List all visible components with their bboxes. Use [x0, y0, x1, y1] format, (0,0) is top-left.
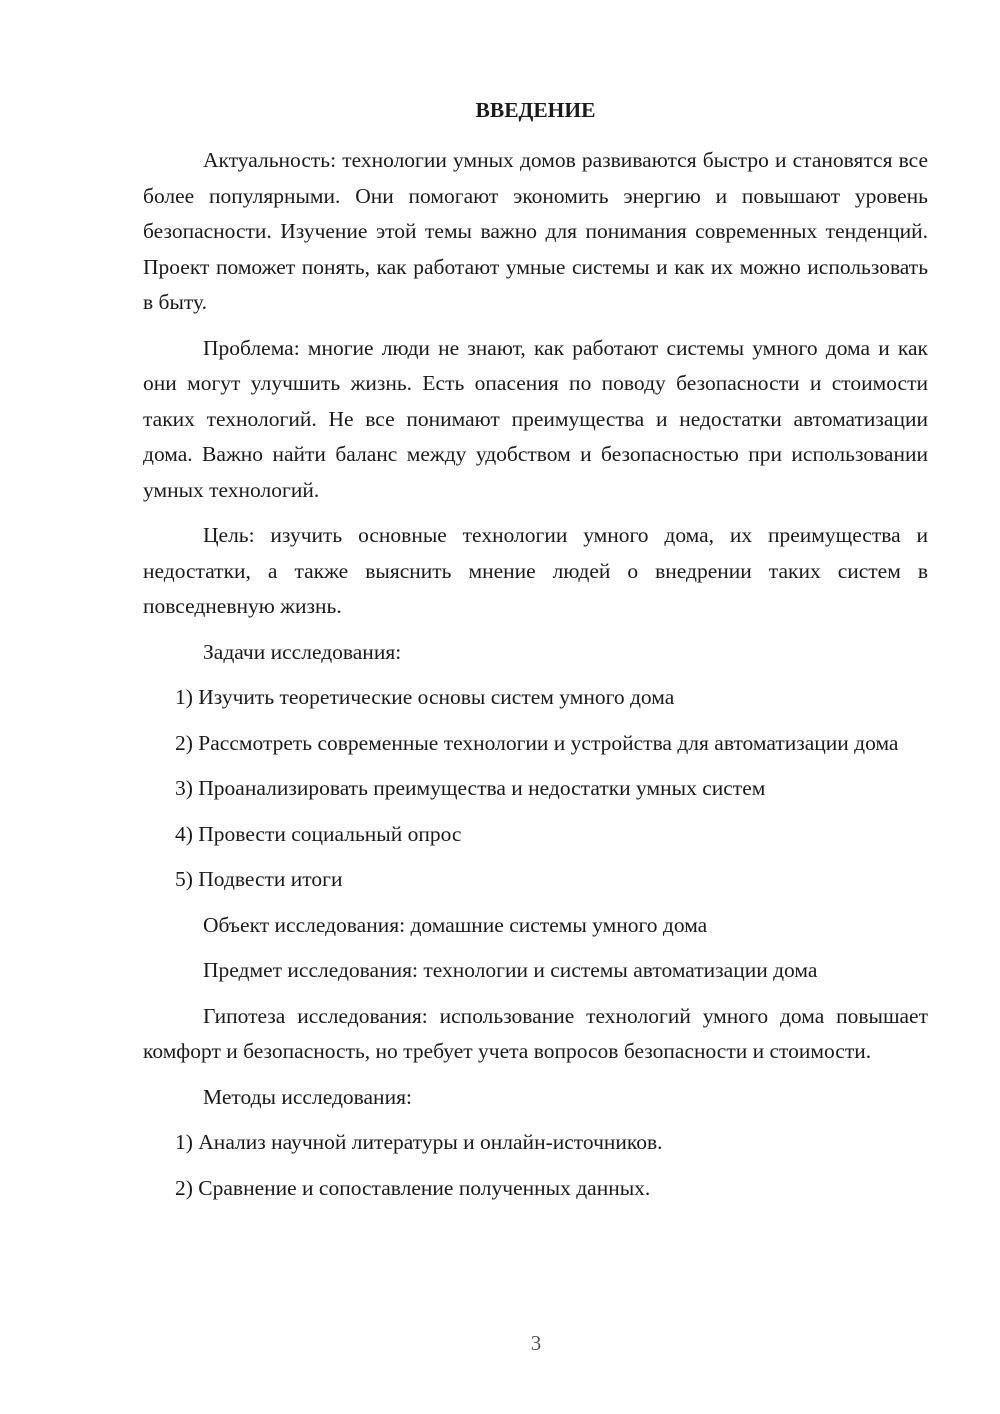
hypothesis-paragraph: Гипотеза исследования: использование технологий умного дома повышает комфорт и безопасность, но требует учета вопросов безопасности и стоимости. — [143, 1003, 928, 1063]
task-item: 3) Проанализировать преимущества и недостатки умных систем — [175, 776, 766, 800]
relevance-paragraph: Актуальность: технологии умных домов развиваются быстро и становятся все более популярными. Они помогают экономить энергию и повышают уровень безопасности. Изучение этой темы важно для понимания современных тенденций. Проект поможет понять, как работают умные системы и как их можно использовать в быту. — [143, 148, 928, 314]
task-item: 2) Рассмотреть современные технологии и устройства для автоматизации дома — [175, 730, 899, 755]
section-title: ВВЕДЕНИЕ — [475, 98, 596, 122]
page-number: 3 — [530, 1331, 542, 1355]
goal-paragraph: Цель: изучить основные технологии умного дома, их преимущества и недостатки, а также выяснить мнение людей о внедрении таких систем в повседневную жизнь. — [143, 523, 928, 618]
tasks-heading: Задачи исследования: — [203, 639, 402, 664]
methods-heading: Методы исследования: — [203, 1084, 412, 1109]
task-item: 4) Провести социальный опрос — [175, 821, 462, 846]
method-item: 2) Сравнение и сопоставление полученных данных. — [175, 1175, 651, 1200]
subject-paragraph: Предмет исследования: технологии и системы автоматизации дома — [203, 958, 818, 982]
object-paragraph: Объект исследования: домашние системы умного дома — [203, 912, 708, 937]
problem-paragraph: Проблема: многие люди не знают, как работают системы умного дома и как они могут улучшить жизнь. Есть опасения по поводу безопасности и стоимости таких технологий. Не все понимают преимущества и недостатки автоматизации дома. Важно найти баланс между удобством и безопасностью при использовании умных технологий. — [143, 335, 928, 502]
task-item: 1) Изучить теоретические основы систем умного дома — [175, 685, 675, 709]
method-item: 1) Анализ научной литературы и онлайн-источников. — [175, 1130, 663, 1154]
task-item: 5) Подвести итоги — [175, 867, 343, 891]
document-page — [143, 92, 928, 1206]
